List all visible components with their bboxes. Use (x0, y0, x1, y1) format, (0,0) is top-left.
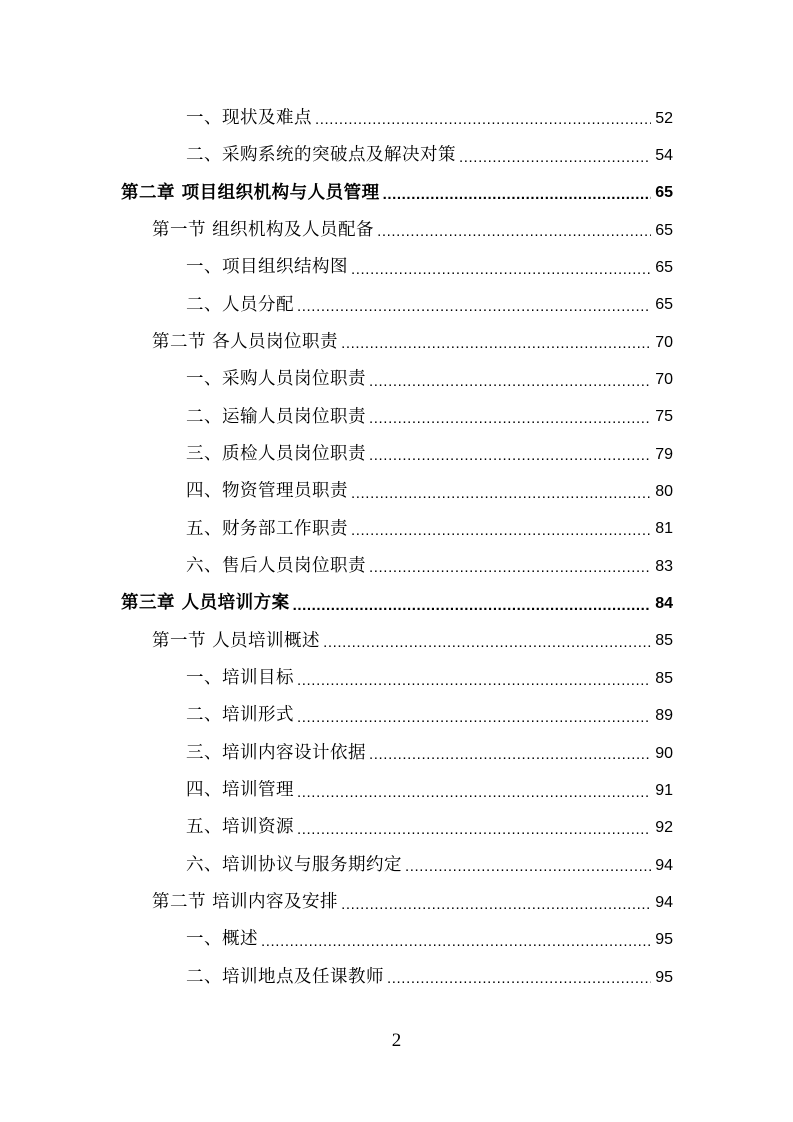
toc-entry[interactable] (0, 847, 793, 884)
toc-entry-page: 65 (655, 259, 673, 277)
toc-entry-title: 一、培训目标 (186, 668, 294, 689)
toc-entry-page: 85 (655, 632, 673, 650)
toc-entry-title: 第二章 项目组织机构与人员管理 (121, 182, 380, 203)
toc-dot-leader (297, 710, 651, 735)
toc-entry-title: 一、采购人员岗位职责 (186, 369, 366, 390)
toc-entry-title: 第二节 各人员岗位职责 (152, 331, 339, 352)
toc-entry[interactable] (0, 137, 793, 174)
toc-section-entry[interactable] (0, 212, 793, 249)
toc-entry-page: 85 (655, 669, 673, 687)
toc-entry[interactable] (0, 735, 793, 772)
toc-entry-page: 65 (655, 221, 673, 239)
toc-entry[interactable] (0, 287, 793, 324)
toc-entry[interactable] (0, 548, 793, 585)
toc-entry-page: 94 (655, 893, 673, 911)
toc-entry-title: 二、培训形式 (186, 705, 294, 726)
toc-dot-leader (297, 785, 651, 810)
toc-dot-leader (369, 374, 651, 399)
toc-dot-leader (369, 411, 651, 436)
toc-entry-title: 六、售后人员岗位职责 (186, 556, 366, 577)
toc-entry-title: 四、物资管理员职责 (186, 481, 348, 502)
toc-entry-page: 95 (655, 968, 673, 986)
toc-dot-leader (323, 635, 651, 660)
toc-entry[interactable] (0, 511, 793, 548)
toc-dot-leader (297, 822, 651, 847)
toc-entry-page: 81 (655, 520, 673, 538)
toc-dot-leader (351, 262, 651, 287)
toc-dot-leader (387, 971, 651, 996)
toc-dot-leader (369, 747, 651, 772)
toc-entry-page: 70 (655, 333, 673, 351)
toc-dot-leader (341, 897, 651, 922)
toc-entry-page: 52 (655, 109, 673, 127)
toc-entry-title: 二、运输人员岗位职责 (186, 406, 366, 427)
toc-entry-page: 65 (655, 184, 673, 202)
toc-entry-page: 91 (655, 781, 673, 799)
toc-entry-title: 第二节 培训内容及安排 (152, 892, 339, 913)
toc-dot-leader (351, 523, 651, 548)
toc-entry-page: 83 (655, 557, 673, 575)
toc-entry-title: 二、人员分配 (186, 294, 294, 315)
toc-dot-leader (369, 448, 651, 473)
toc-entry-title: 第三章 人员培训方案 (121, 593, 290, 614)
toc-entry-page: 94 (655, 856, 673, 874)
toc-entry-page: 54 (655, 147, 673, 165)
toc-dot-leader (459, 150, 651, 175)
toc-entry-page: 90 (655, 744, 673, 762)
toc-entry[interactable] (0, 660, 793, 697)
table-of-contents (0, 100, 793, 996)
toc-entry[interactable] (0, 100, 793, 137)
toc-dot-leader (405, 859, 651, 884)
toc-entry-title: 六、培训协议与服务期约定 (186, 854, 402, 875)
toc-entry-page: 75 (655, 408, 673, 426)
toc-chapter-entry[interactable] (0, 585, 793, 622)
toc-dot-leader (341, 336, 651, 361)
toc-entry-title: 五、财务部工作职责 (186, 518, 348, 539)
toc-entry-page: 84 (655, 595, 673, 613)
toc-section-entry[interactable] (0, 324, 793, 361)
toc-entry-page: 89 (655, 707, 673, 725)
toc-entry-title: 一、现状及难点 (186, 107, 312, 128)
toc-entry-title: 二、采购系统的突破点及解决对策 (186, 145, 456, 166)
toc-entry[interactable] (0, 473, 793, 510)
toc-dot-leader (261, 934, 651, 959)
toc-entry[interactable] (0, 922, 793, 959)
toc-dot-leader (351, 486, 651, 511)
toc-entry-title: 五、培训资源 (186, 817, 294, 838)
toc-entry-title: 三、质检人员岗位职责 (186, 444, 366, 465)
toc-dot-leader (297, 299, 651, 324)
toc-entry-title: 第一节 组织机构及人员配备 (152, 219, 375, 240)
toc-entry[interactable] (0, 810, 793, 847)
toc-dot-leader (315, 112, 651, 137)
toc-entry-title: 四、培训管理 (186, 780, 294, 801)
toc-entry[interactable] (0, 399, 793, 436)
toc-entry[interactable] (0, 249, 793, 286)
toc-entry-page: 79 (655, 445, 673, 463)
toc-entry-page: 70 (655, 371, 673, 389)
toc-chapter-entry[interactable] (0, 175, 793, 212)
toc-entry-title: 一、项目组织结构图 (186, 257, 348, 278)
toc-entry[interactable] (0, 772, 793, 809)
toc-entry-title: 三、培训内容设计依据 (186, 742, 366, 763)
toc-section-entry[interactable] (0, 623, 793, 660)
toc-entry-title: 一、概述 (186, 929, 258, 950)
toc-entry[interactable] (0, 436, 793, 473)
toc-entry-title: 第一节 人员培训概述 (152, 630, 321, 651)
toc-entry[interactable] (0, 361, 793, 398)
toc-section-entry[interactable] (0, 884, 793, 921)
toc-entry-page: 80 (655, 483, 673, 501)
toc-dot-leader (369, 560, 651, 585)
toc-dot-leader (293, 598, 652, 623)
page-number: 2 (391, 1030, 402, 1051)
toc-entry-title: 二、培训地点及任课教师 (186, 966, 384, 987)
toc-entry[interactable] (0, 959, 793, 996)
toc-entry-page: 92 (655, 819, 673, 837)
toc-dot-leader (383, 187, 652, 212)
toc-dot-leader (297, 673, 651, 698)
toc-entry-page: 65 (655, 296, 673, 314)
toc-entry-page: 95 (655, 931, 673, 949)
toc-dot-leader (377, 224, 651, 249)
toc-entry[interactable] (0, 698, 793, 735)
